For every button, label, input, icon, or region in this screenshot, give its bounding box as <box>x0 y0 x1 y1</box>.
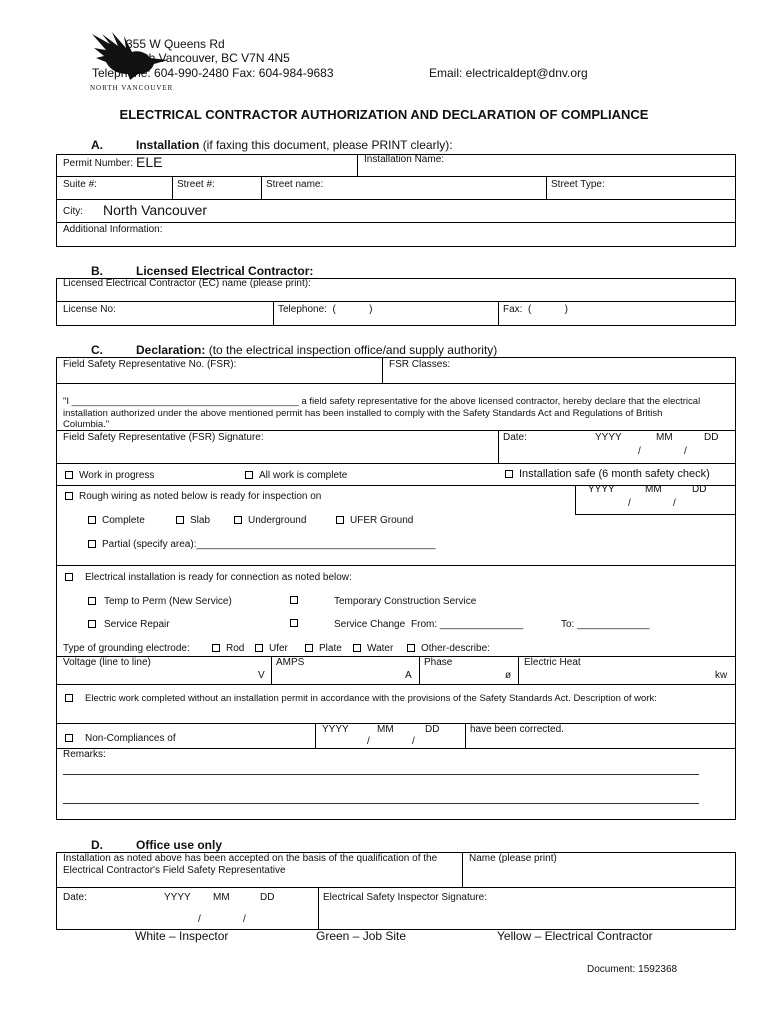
complete-checkbox[interactable] <box>88 516 96 524</box>
temp-to-perm-checkbox[interactable] <box>88 597 96 605</box>
ufer-ground-label: UFER Ground <box>350 515 414 526</box>
form-title: ELECTRICAL CONTRACTOR AUTHORIZATION AND DECLARATION OF COMPLIANCE <box>119 107 649 122</box>
installation-name-label: Installation Name: <box>364 154 445 165</box>
corrected-label: have been corrected. <box>470 724 564 735</box>
rough-wiring-label: Rough wiring as noted below is ready for inspection on <box>79 491 322 502</box>
no-permit-work-checkbox[interactable] <box>65 694 73 702</box>
work-in-progress-checkbox[interactable] <box>65 471 73 479</box>
electric-heat-label: Electric Heat <box>524 657 581 668</box>
rough-date-slash-2: / <box>673 498 676 509</box>
rod-option[interactable] <box>212 643 244 655</box>
section-b-heading <box>91 264 313 278</box>
partial-label: Partial (specify area):___________________________________________ <box>102 539 436 550</box>
amps-label: AMPS <box>276 657 305 668</box>
plate-label: Plate <box>319 643 342 654</box>
permit-number-field[interactable]: ELE <box>136 154 163 170</box>
accepted-text-2: Electrical Contractor's Field Safety Representative <box>63 865 286 876</box>
logo-text: NORTH VANCOUVER <box>90 84 174 92</box>
service-change-checkbox[interactable] <box>290 619 298 627</box>
ufer-ground-option[interactable] <box>336 515 413 527</box>
office-date-dd: DD <box>260 892 275 903</box>
rough-date-yyyy: YYYY <box>588 484 615 495</box>
fax-label: Fax: ( ) <box>503 304 569 315</box>
ready-connection-label: Electrical installation is ready for connection as noted below: <box>85 572 352 583</box>
section-b-letter: B. <box>91 264 103 278</box>
copy-yellow: Yellow – Electrical Contractor <box>497 929 653 943</box>
voltage-label: Voltage (line to line) <box>63 657 151 668</box>
complete-option[interactable] <box>88 515 145 527</box>
street-name-label: Street name: <box>266 179 324 190</box>
rough-date-mm: MM <box>645 484 662 495</box>
service-repair-checkbox[interactable] <box>88 620 96 628</box>
other-option[interactable] <box>407 643 490 655</box>
ec-name-label: Licensed Electrical Contractor (EC) name (please print): <box>63 278 311 289</box>
rough-date-slash-1: / <box>628 498 631 509</box>
section-c-letter: C. <box>91 343 103 357</box>
voltage-unit: V <box>258 670 265 681</box>
section-c-note: (to the electrical inspection office/and supply authority) <box>208 343 498 357</box>
underground-option[interactable] <box>234 515 306 527</box>
slab-checkbox[interactable] <box>176 516 184 524</box>
section-a-note: (if faxing this document, please PRINT clearly): <box>202 138 453 152</box>
grounding-label: Type of grounding electrode: <box>63 643 190 654</box>
rough-wiring-checkbox[interactable] <box>65 492 73 500</box>
remarks-label: Remarks: <box>63 749 106 760</box>
phone-fax: Telephone: 604-990-2480 Fax: 604-984-9683 <box>92 66 334 80</box>
office-date-mm: MM <box>213 892 230 903</box>
section-a-title: Installation <box>136 138 200 152</box>
fsr-number-label: Field Safety Representative No. (FSR): <box>63 359 237 370</box>
temp-to-perm-label: Temp to Perm (New Service) <box>104 596 232 607</box>
slab-label: Slab <box>190 515 211 526</box>
temp-to-perm-option[interactable] <box>88 596 232 608</box>
fsr-date-yyyy: YYYY <box>595 432 622 443</box>
all-work-complete-option[interactable] <box>245 470 347 482</box>
ready-connection-option[interactable] <box>65 572 352 584</box>
service-repair-option[interactable] <box>88 619 170 631</box>
electric-heat-unit: kw <box>715 670 728 681</box>
remarks-line-2[interactable] <box>63 803 699 804</box>
rod-checkbox[interactable] <box>212 644 220 652</box>
no-permit-work-label: Electric work completed without an installation permit in accordance with the provisions of the Safety Standards Act. Description of work: <box>85 693 657 704</box>
all-work-complete-label: All work is complete <box>259 470 348 481</box>
plate-option[interactable] <box>305 643 342 655</box>
city-label: City: <box>63 206 83 217</box>
partial-option[interactable] <box>88 539 436 551</box>
underground-label: Underground <box>248 515 307 526</box>
section-d-title: Office use only <box>136 838 223 852</box>
phase-label: Phase <box>424 657 453 668</box>
other-label: Other-describe: <box>421 643 490 654</box>
nc-date-slash-2: / <box>412 736 415 747</box>
fsr-date-dd: DD <box>704 432 719 443</box>
ufer-checkbox[interactable] <box>255 644 263 652</box>
non-compliances-option[interactable] <box>65 733 176 745</box>
service-repair-label: Service Repair <box>104 619 170 630</box>
phase-unit: ø <box>505 670 512 681</box>
section-b-title: Licensed Electrical Contractor: <box>136 264 314 278</box>
declaration-text-2: installation authorized under the above mentioned permit has been installed to comply with the Safety Standards Act and Regulations of British <box>63 408 663 419</box>
copy-green: Green – Job Site <box>316 929 407 943</box>
non-compliances-label: Non-Compliances of <box>85 733 176 744</box>
office-date-yyyy: YYYY <box>164 892 191 903</box>
fsr-signature-label: Field Safety Representative (FSR) Signature: <box>63 432 264 443</box>
permit-number-label: Permit Number: <box>63 158 134 169</box>
address-line-1: 355 W Queens Rd <box>126 37 225 51</box>
service-change-label: Service Change <box>334 619 406 630</box>
service-change-from: From: _______________ <box>411 619 524 630</box>
office-date-slash-2: / <box>243 914 246 925</box>
ready-connection-checkbox[interactable] <box>65 573 73 581</box>
water-option[interactable] <box>353 643 393 655</box>
water-label: Water <box>367 643 394 654</box>
section-d-letter: D. <box>91 838 103 852</box>
city-field[interactable]: North Vancouver <box>103 202 208 218</box>
remarks-line-1[interactable] <box>63 774 699 775</box>
office-date-label: Date: <box>63 892 87 903</box>
slab-option[interactable] <box>176 515 210 527</box>
nc-date-dd: DD <box>425 724 440 735</box>
fsr-classes-label: FSR Classes: <box>389 359 451 370</box>
work-in-progress-label: Work in progress <box>79 470 155 481</box>
address-line-2: North Vancouver, BC V7N 4N5 <box>126 51 290 65</box>
nc-date-slash-1: / <box>367 736 370 747</box>
office-date-slash-1: / <box>198 914 201 925</box>
fsr-date-slash-1: / <box>638 446 641 457</box>
partial-checkbox[interactable] <box>88 540 96 548</box>
accepted-text-1: Installation as noted above has been accepted on the basis of the qualification of the <box>63 853 438 864</box>
all-work-complete-checkbox[interactable] <box>245 471 253 479</box>
ufer-ground-checkbox[interactable] <box>336 516 344 524</box>
ufer-label: Ufer <box>269 643 288 654</box>
installation-safe-label: Installation safe (6 month safety check) <box>519 468 710 480</box>
document-number: Document: 1592368 <box>587 964 678 975</box>
plate-checkbox[interactable] <box>305 644 313 652</box>
service-change-to: To: _____________ <box>561 619 650 630</box>
section-c-box <box>56 357 736 820</box>
installation-name-field[interactable] <box>460 156 730 174</box>
section-c-title: Declaration: <box>136 343 206 357</box>
additional-info-label: Additional Information: <box>63 224 163 235</box>
inspector-signature-label: Electrical Safety Inspector Signature: <box>323 892 487 903</box>
email: Email: electricaldept@dnv.org <box>429 66 588 80</box>
installation-safe-option[interactable] <box>505 468 710 480</box>
ufer-option[interactable] <box>255 643 288 655</box>
section-a-letter: A. <box>91 138 103 152</box>
section-a-heading <box>91 138 453 152</box>
license-number-label: License No: <box>63 304 116 315</box>
declaration-text-1: "I ___________________________________________ a field safety representative for the above licensed contractor, hereby declare that the electrical <box>63 396 701 407</box>
underground-checkbox[interactable] <box>234 516 242 524</box>
water-checkbox[interactable] <box>353 644 361 652</box>
amps-unit: A <box>405 670 412 681</box>
complete-label: Complete <box>102 515 145 526</box>
temp-construction-checkbox[interactable] <box>290 596 298 604</box>
installation-safe-checkbox[interactable] <box>505 470 513 478</box>
nc-date-yyyy: YYYY <box>322 724 349 735</box>
no-permit-work-option[interactable] <box>65 693 657 705</box>
temp-construction-label: Temporary Construction Service <box>334 596 477 607</box>
fsr-date-slash-2: / <box>684 446 687 457</box>
work-in-progress-option[interactable] <box>65 470 154 482</box>
rough-wiring-option[interactable] <box>65 491 321 503</box>
rough-date-dd: DD <box>692 484 707 495</box>
fsr-date-mm: MM <box>656 432 673 443</box>
non-compliances-checkbox[interactable] <box>65 734 73 742</box>
telephone-label: Telephone: ( ) <box>278 304 373 315</box>
office-name-label: Name (please print) <box>469 853 557 864</box>
fsr-date-label: Date: <box>503 432 527 443</box>
section-c-heading <box>91 343 497 357</box>
other-checkbox[interactable] <box>407 644 415 652</box>
street-number-label: Street #: <box>177 179 215 190</box>
suite-label: Suite #: <box>63 179 97 190</box>
nc-date-mm: MM <box>377 724 394 735</box>
copy-white: White – Inspector <box>135 929 229 943</box>
section-d-heading <box>91 838 222 852</box>
declaration-text-3: Columbia." <box>63 419 110 430</box>
street-type-label: Street Type: <box>551 179 605 190</box>
rod-label: Rod <box>226 643 245 654</box>
